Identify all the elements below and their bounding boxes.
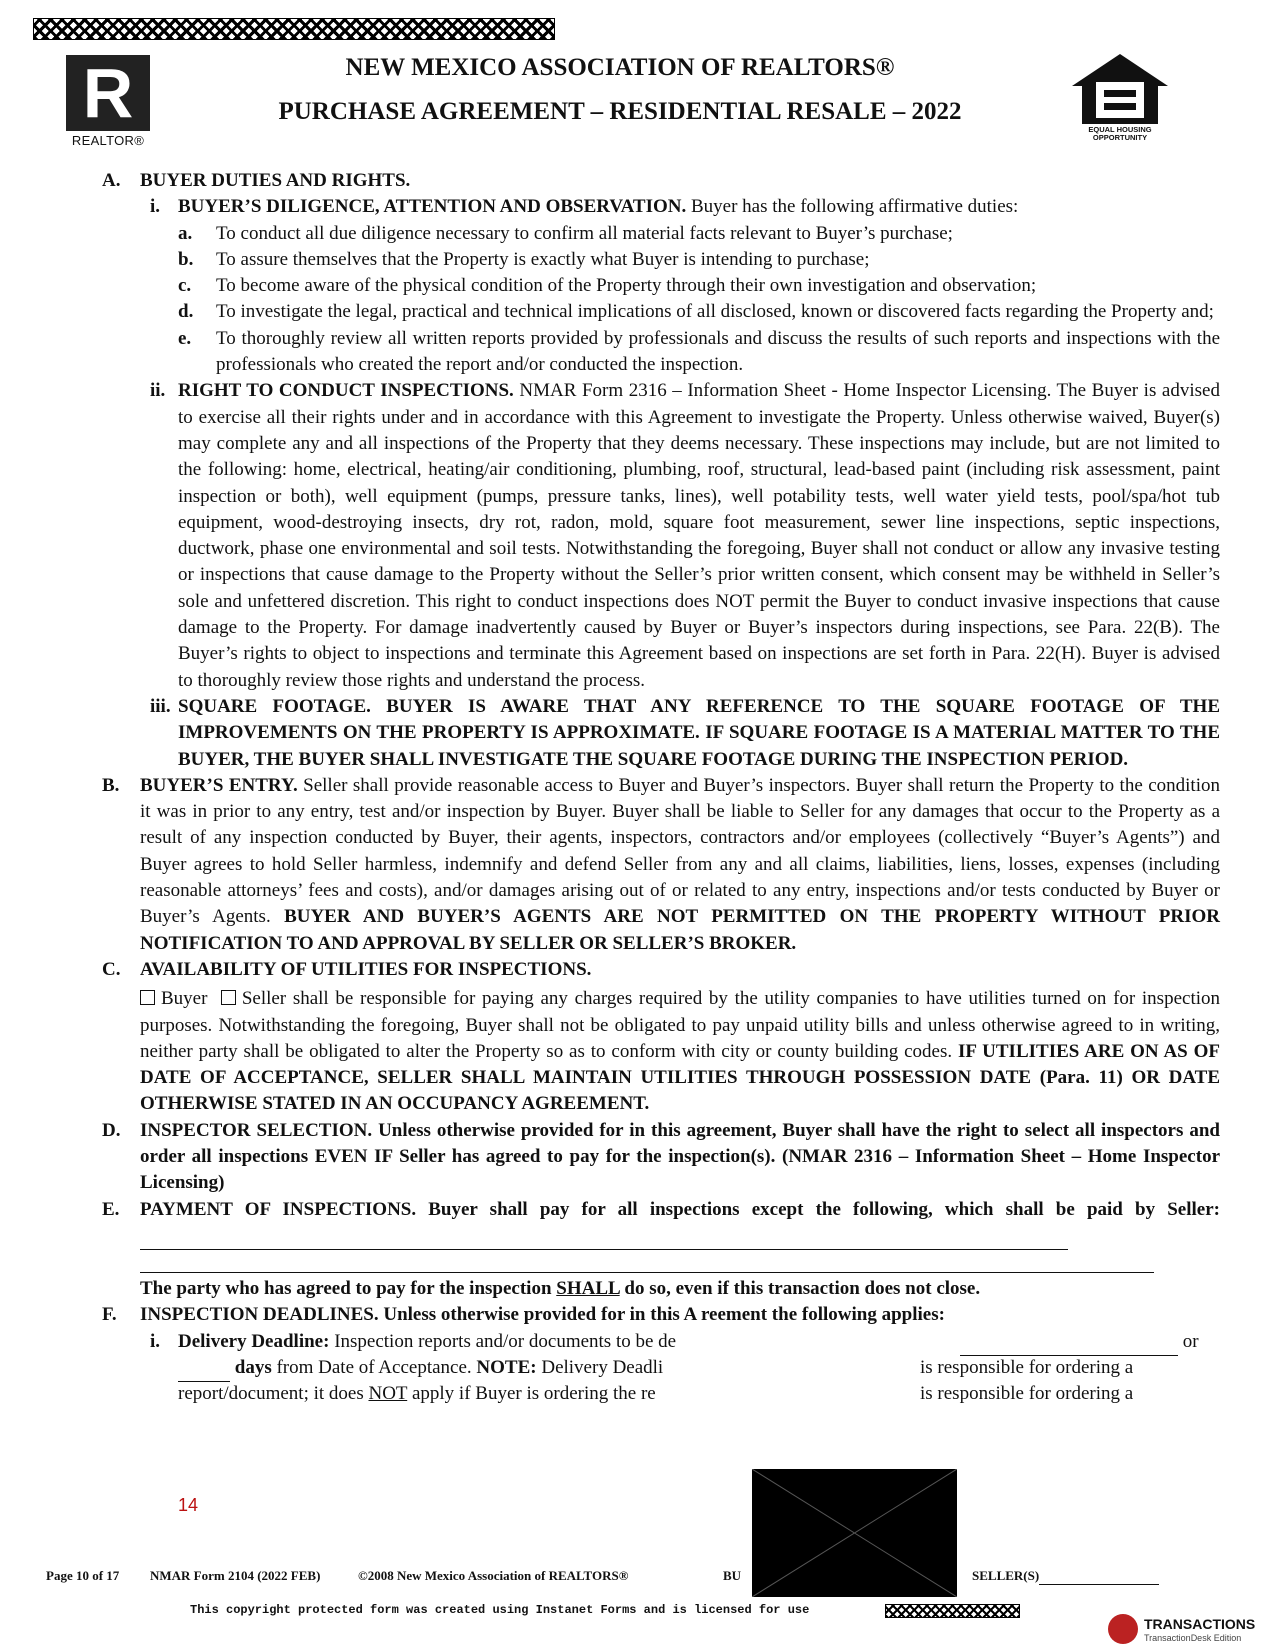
delivery-days-field[interactable] [178, 1355, 230, 1382]
footer-form-id: NMAR Form 2104 (2022 FEB) [150, 1568, 321, 1583]
section-c-heading: C. AVAILABILITY OF UTILITIES FOR INSPECTIONS. [102, 958, 592, 980]
document-body [102, 168, 1220, 1409]
footer-copyright: ©2008 New Mexico Association of REALTORS® [358, 1568, 629, 1583]
section-a-heading: A. BUYER DUTIES AND RIGHTS. [102, 170, 411, 191]
transactions-icon [1108, 1614, 1138, 1644]
section-a-ii: ii. RIGHT TO CONDUCT INSPECTIONS. NMAR Form 2316 – Information Sheet - Home Inspector Licensing. The Buyer is advised to exercise all their rights under and in accordance with this Agreement to investigate the Property. Unless otherwise waived, Buyer(s) may complete any and all inspections of the Property that they deems necessary. These inspections may include, but are not limited to the following: home, electrical, heating/air conditioning, plumbing, roof, structural, lead-based paint (including risk assessment, paint inspection or both), well equipment (pumps, pressure tanks, lines), well potability tests, well water yield tests, pool/spa/hot tub equipment, wood-destroying insects, dry rot, radon, mold, square foot measurement, sewer line inspections, septic inspections, ductwork, phase one environmental and soil tests. Notwithstanding the foregoing, Buyer shall not conduct or allow any invasive testing or inspections that cause damage to the Property without the Seller’s prior written consent, which consent may be withheld in Seller’s sole and unfettered discretion. This right to conduct inspections does NOT permit the Buyer to conduct invasive inspections that cause damage to the Property. For damage inadvertently caused by Buyer or Buyer’s inspectors during inspections, see Para. 22(B). The Buyer’s rights to object to inspections and terminate this Agreement based on inspections are set forth in Para. 22(H). Buyer is advised to thoroughly review those rights and understand the process. [150, 380, 1220, 691]
realtor-logo-label: REALTOR® [71, 133, 145, 148]
section-e: E. PAYMENT OF INSPECTIONS. Buyer shall pay for all inspections except the following, which shall be paid by Seller: [102, 1197, 1220, 1251]
section-a-iii: iii. SQUARE FOOTAGE. BUYER IS AWARE THAT ANY REFERENCE TO THE SQUARE FOOTAGE OF THE IMPROVEMENTS ON THE PROPERTY IS APPROXIMATE. IF SQUARE FOOTAGE IS A MATERIAL MATTER TO THE BUYER, THE BUYER SHALL INVESTIGATE THE SQUARE FOOTAGE DURING THE INSPECTION PERIOD. [150, 695, 1220, 770]
license-notice: This copyright protected form was created using Instanet Forms and is licensed for use [190, 1603, 810, 1617]
equal-housing-label: EQUAL HOUSING OPPORTUNITY [1088, 125, 1152, 142]
section-e-note: The party who has agreed to pay for the inspection SHALL do so, even if this transaction does not close. [140, 1278, 981, 1300]
seller-paid-inspections-field-2[interactable] [140, 1252, 1154, 1273]
section-c-body: Buyer Seller shall be responsible for paying any charges required by the utility companies to have utilities turned on for inspection purposes. Notwithstanding the foregoing, Buyer shall not be obligated to pay unpaid utility bills and unless otherwise agreed to in writing, neither party shall be obligated to alter the Property so as to conform with city or county building codes. IF UTILITIES ARE ON AS OF DATE OF ACCEPTANCE, SELLER SHALL MAINTAIN UTILITIES THROUGH POSSESSION DATE (Para. 11) OR DATE OTHERWISE STATED IN AN OCCUPANCY AGREEMENT. [140, 988, 1221, 1115]
section-b: B. BUYER’S ENTRY. Seller shall provide reasonable access to Buyer and Buyer’s inspectors. Buyer shall return the Property to the condition it was in prior to any entry, test and/or inspection by Buyer. Buyer shall be liable to Seller for any damages that occur to the Property as a result of any inspection conducted by Buyer, their agents, inspectors, contractors and/or employees (collectively “Buyer’s Agents”) and Buyer agrees to hold Seller harmless, indemnify and defend Seller from any and all claims, liabilities, liens, losses, expenses (including reasonable attorneys’ fees and costs), and/or damages arising out of or related to any entry, inspections and/or tests conducted by Buyer or Buyer’s Agents. BUYER AND BUYER’S AGENTS ARE NOT PERMITTED ON THE PROPERTY WITHOUT PRIOR NOTIFICATION TO AND APPROVAL BY SELLER OR SELLER’S BROKER. [102, 774, 1221, 954]
footer-buyer-initials: BU [723, 1568, 742, 1583]
seller-initials-field[interactable] [1039, 1568, 1159, 1585]
list-item: a. To conduct all due diligence necessary to confirm all material facts relevant to Buyer’s purchase; [178, 222, 953, 244]
seller-checkbox[interactable] [221, 990, 236, 1005]
section-e-blank-line [102, 1250, 1220, 1276]
seller-paid-inspections-field[interactable] [140, 1223, 1068, 1250]
realtor-logo: R REALTOR® [66, 55, 150, 147]
handwritten-days-value: 14 [178, 1495, 199, 1515]
redaction-box [752, 1469, 957, 1597]
house-icon [1068, 52, 1172, 126]
transactions-logo: TRANSACTIONS TransactionDesk Edition [1108, 1614, 1268, 1646]
delivery-deadline-field[interactable] [960, 1329, 1178, 1356]
list-item: d. To investigate the legal, practical and technical implications of all disclosed, known or discovered facts regarding the Property and; [178, 301, 1214, 323]
redaction-bar-top [33, 18, 555, 40]
section-a-i: i. BUYER’S DILIGENCE, ATTENTION AND OBSERVATION. Buyer has the following affirmative duties: [150, 196, 1019, 218]
redaction-bar-bottom [885, 1604, 1020, 1618]
form-title-association: NEW MEXICO ASSOCIATION OF REALTORS® [345, 54, 895, 81]
list-item: e. To thoroughly review all written reports provided by professionals and discuss the results of such reports and inspections with the professionals who created the report and/or conducted the inspection. [178, 327, 1220, 376]
section-d: D. INSPECTOR SELECTION. Unless otherwise provided for in this agreement, Buyer shall have the right to select all inspectors and order all inspections EVEN IF Seller has agreed to pay for the inspection(s). (NMAR 2316 – Information Sheet – Home Inspector Licensing) [102, 1119, 1220, 1194]
redaction-cross [752, 1469, 957, 1597]
form-title-agreement: PURCHASE AGREEMENT – RESIDENTIAL RESALE – 2022 [278, 98, 962, 125]
section-f-i: i. Delivery Deadline: Inspection reports and/or documents to be de or days from Date of Acceptance. NOTE: Delivery Deadli is responsible for ordering a report/document; it does NOT apply if Buyer is ordering the re is responsible for ordering a [150, 1330, 1199, 1404]
list-item: b. To assure themselves that the Property is exactly what Buyer is intending to purchase; [178, 248, 870, 270]
footer-seller-initials: SELLER(S) [972, 1568, 1159, 1585]
buyer-checkbox[interactable] [140, 990, 155, 1005]
list-item: c. To become aware of the physical condition of the Property through their own investigation and observation; [178, 275, 1037, 297]
section-f-heading: F. INSPECTION DEADLINES. Unless otherwise provided for in this A reement the following applies: [102, 1304, 945, 1326]
footer-page-number: Page 10 of 17 [46, 1568, 120, 1583]
equal-housing-logo [1068, 52, 1172, 142]
